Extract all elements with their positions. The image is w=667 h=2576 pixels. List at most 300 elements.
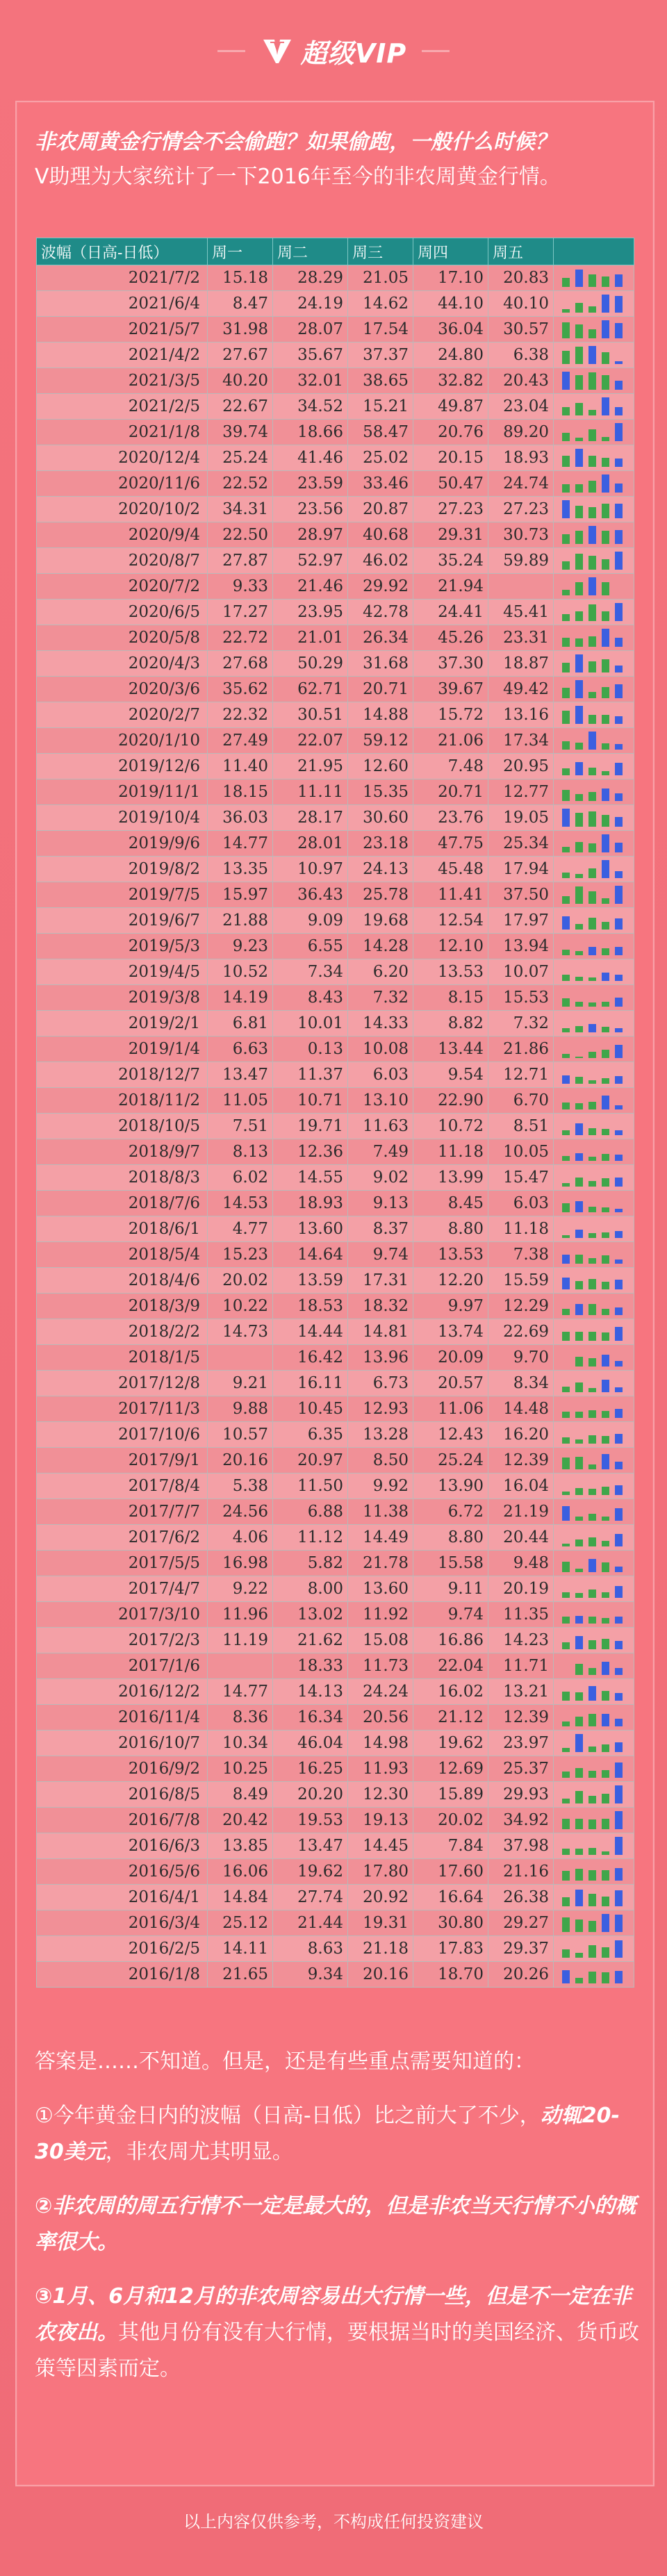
spark-bar xyxy=(602,1562,609,1572)
spark-bar xyxy=(562,561,570,570)
cell-value: 23.18 xyxy=(348,831,413,857)
spark-bar xyxy=(588,1464,596,1469)
spark-bar xyxy=(575,1734,583,1752)
cell-value: 28.29 xyxy=(273,265,348,291)
row-date: 2018/12/7 xyxy=(37,1062,208,1088)
spark-bar xyxy=(615,1785,623,1803)
table-row xyxy=(37,600,634,625)
spark-bar xyxy=(588,1972,596,1983)
spark-bar xyxy=(562,1130,570,1135)
cell-value: 22.52 xyxy=(208,471,273,497)
spark-bar xyxy=(575,1077,583,1084)
spark-bar xyxy=(602,474,609,493)
sparkline-chart xyxy=(557,1193,629,1214)
cell-value: 13.96 xyxy=(348,1345,413,1371)
cell-value: 7.49 xyxy=(348,1139,413,1165)
sparkline-chart xyxy=(557,936,629,957)
cell-value: 20.15 xyxy=(413,445,488,471)
cell-value: 7.38 xyxy=(488,1242,554,1268)
cell-value: 11.05 xyxy=(208,1088,273,1114)
table-row xyxy=(37,1114,634,1139)
cell-value: 6.02 xyxy=(208,1165,273,1191)
row-date: 2017/9/1 xyxy=(37,1448,208,1473)
spark-bar xyxy=(588,1771,596,1778)
table-row xyxy=(37,1139,634,1165)
row-sparkline xyxy=(554,1705,634,1731)
cell-value: 0.13 xyxy=(273,1037,348,1062)
cell-value: 28.07 xyxy=(273,317,348,342)
cell-value: 62.71 xyxy=(273,677,348,702)
table-row xyxy=(37,1525,634,1551)
cell-value: 20.87 xyxy=(348,497,413,522)
cell-value: 23.56 xyxy=(273,497,348,522)
spark-bar xyxy=(602,320,609,338)
spark-bar xyxy=(602,1078,609,1084)
cell-value: 18.53 xyxy=(273,1294,348,1319)
spark-bar xyxy=(588,1819,596,1829)
cell-value: 19.62 xyxy=(273,1859,348,1885)
spark-bar xyxy=(562,1075,570,1084)
spark-bar xyxy=(575,1717,583,1726)
row-date: 2019/10/4 xyxy=(37,805,208,831)
cell-value: 36.04 xyxy=(413,317,488,342)
spark-bar xyxy=(588,1435,596,1444)
cell-value: 13.28 xyxy=(348,1422,413,1448)
cell-value: 8.15 xyxy=(413,985,488,1011)
spark-bar xyxy=(602,1794,609,1803)
spark-bar xyxy=(562,1437,570,1444)
row-sparkline xyxy=(554,445,634,471)
row-sparkline xyxy=(554,1653,634,1679)
cell-value: 15.72 xyxy=(413,702,488,728)
sparkline-chart xyxy=(557,859,629,880)
answer-point-2-emphasis: 非农周的周五行情不一定是最大的，但是非农当天行情不小的概率很大。 xyxy=(35,2194,636,2254)
spark-bar xyxy=(575,1457,583,1469)
spark-bar xyxy=(575,1819,583,1829)
sparkline-chart xyxy=(557,1578,629,1599)
spark-bar xyxy=(562,614,570,621)
sparkline-chart xyxy=(557,730,629,751)
spark-bar xyxy=(602,948,609,955)
row-sparkline xyxy=(554,1268,634,1294)
cell-value: 44.10 xyxy=(413,291,488,317)
cell-value: 18.93 xyxy=(273,1191,348,1216)
cell-value: 11.93 xyxy=(348,1756,413,1782)
spark-bar xyxy=(615,666,623,672)
cell-value: 6.70 xyxy=(488,1088,554,1114)
spark-bar xyxy=(562,1332,570,1341)
cell-value: 6.03 xyxy=(348,1062,413,1088)
cell-value: 8.82 xyxy=(413,1011,488,1037)
cell-value: 23.76 xyxy=(413,805,488,831)
cell-value: 16.64 xyxy=(413,1885,488,1910)
cell-value: 42.78 xyxy=(348,600,413,625)
row-date: 2017/3/10 xyxy=(37,1602,208,1628)
row-date: 2020/9/4 xyxy=(37,522,208,548)
spark-bar xyxy=(562,1772,570,1778)
cell-value: 13.74 xyxy=(413,1319,488,1345)
row-date: 2021/3/5 xyxy=(37,368,208,394)
row-date: 2018/8/3 xyxy=(37,1165,208,1191)
spark-bar xyxy=(615,716,623,724)
table-row xyxy=(37,445,634,471)
spark-bar xyxy=(588,1514,596,1521)
spark-bar xyxy=(588,1332,596,1341)
cell-value: 17.83 xyxy=(413,1936,488,1962)
cell-value: 19.62 xyxy=(413,1731,488,1756)
spark-bar xyxy=(602,1914,609,1932)
header-range-label: 波幅（日高-日低） xyxy=(37,238,208,265)
table-row xyxy=(37,1396,634,1422)
spark-bar xyxy=(588,977,596,981)
row-sparkline xyxy=(554,1371,634,1396)
spark-bar xyxy=(588,1024,596,1032)
spark-bar xyxy=(615,1485,623,1495)
spark-bar xyxy=(615,1617,623,1624)
row-sparkline xyxy=(554,882,634,908)
row-date: 2019/4/5 xyxy=(37,959,208,985)
sparkline-chart xyxy=(557,1630,629,1651)
table-row xyxy=(37,1602,634,1628)
spark-bar xyxy=(588,715,596,724)
cell-value: 8.51 xyxy=(488,1114,554,1139)
row-sparkline xyxy=(554,625,634,651)
table-row xyxy=(37,1885,634,1910)
cell-value: 9.11 xyxy=(413,1576,488,1602)
spark-bar xyxy=(562,741,570,750)
spark-bar xyxy=(562,1722,570,1726)
row-sparkline xyxy=(554,728,634,754)
row-date: 2019/1/4 xyxy=(37,1037,208,1062)
spark-bar xyxy=(575,638,583,647)
cell-value: 6.38 xyxy=(488,342,554,368)
sparkline-chart xyxy=(557,1064,629,1085)
cell-value: 12.39 xyxy=(488,1705,554,1731)
spark-bar xyxy=(588,372,596,390)
spark-bar xyxy=(575,1201,583,1212)
spark-bar xyxy=(602,1541,609,1546)
row-sparkline xyxy=(554,1396,634,1422)
spark-bar xyxy=(588,1747,596,1752)
cell-value: 11.40 xyxy=(208,754,273,779)
cell-value: 21.16 xyxy=(488,1859,554,1885)
spark-bar xyxy=(602,295,609,313)
row-date: 2019/2/1 xyxy=(37,1011,208,1037)
spark-bar xyxy=(588,526,596,544)
cell-value: 12.30 xyxy=(348,1782,413,1808)
spark-bar xyxy=(602,1282,609,1289)
spark-bar xyxy=(588,429,596,441)
answer-point-1-emphasis: 动辄20-30美元 xyxy=(35,2104,620,2164)
cell-value: 13.21 xyxy=(488,1679,554,1705)
cell-value: 9.74 xyxy=(413,1602,488,1628)
cell-value: 14.45 xyxy=(348,1833,413,1859)
spark-bar xyxy=(588,692,596,698)
table-row xyxy=(37,625,634,651)
spark-bar xyxy=(562,950,570,955)
spark-bar xyxy=(615,1327,623,1341)
cell-value: 18.87 xyxy=(488,651,554,677)
spark-bar xyxy=(588,410,596,415)
spark-bar xyxy=(615,763,623,775)
spark-bar xyxy=(602,1255,609,1264)
table-row xyxy=(37,1448,634,1473)
cell-value: 34.31 xyxy=(208,497,273,522)
row-date: 2020/10/2 xyxy=(37,497,208,522)
cell-value: 27.23 xyxy=(413,497,488,522)
cell-value: 30.57 xyxy=(488,317,554,342)
cell-value: 34.92 xyxy=(488,1808,554,1833)
spark-bar xyxy=(588,1233,596,1238)
row-sparkline xyxy=(554,368,634,394)
row-date: 2021/1/8 xyxy=(37,420,208,445)
table-row xyxy=(37,420,634,445)
spark-bar xyxy=(562,1492,570,1495)
spark-bar xyxy=(575,438,583,441)
row-date: 2016/5/6 xyxy=(37,1859,208,1885)
sparkline-chart xyxy=(557,1167,629,1188)
spark-bar xyxy=(575,1026,583,1032)
cell-value: 5.82 xyxy=(273,1551,348,1576)
spark-bar xyxy=(588,1258,596,1264)
cell-value: 10.08 xyxy=(348,1037,413,1062)
spark-bar xyxy=(602,1639,609,1649)
sparkline-chart xyxy=(557,550,629,571)
cell-value: 27.23 xyxy=(488,497,554,522)
spark-bar xyxy=(602,352,609,364)
table-row xyxy=(37,394,634,420)
sparkline-chart xyxy=(557,1450,629,1471)
sparkline-chart xyxy=(557,1681,629,1702)
row-sparkline xyxy=(554,1216,634,1242)
sparkline-chart xyxy=(557,1270,629,1291)
spark-bar xyxy=(575,1953,583,1958)
spark-bar xyxy=(562,1799,570,1803)
cell-value: 25.02 xyxy=(348,445,413,471)
cell-value: 21.44 xyxy=(273,1910,348,1936)
row-sparkline xyxy=(554,959,634,985)
table-row xyxy=(37,1011,634,1037)
spark-bar xyxy=(562,688,570,698)
sparkline-chart xyxy=(557,1938,629,1959)
cell-value: 15.58 xyxy=(413,1551,488,1576)
answer-section xyxy=(35,2044,646,2387)
row-date: 2019/7/5 xyxy=(37,882,208,908)
spark-bar xyxy=(575,531,583,544)
cell-value: 39.67 xyxy=(413,677,488,702)
cell-value: 11.12 xyxy=(273,1525,348,1551)
row-date: 2016/10/7 xyxy=(37,1731,208,1756)
header-weekday: 周五 xyxy=(488,238,554,265)
cell-value: 9.33 xyxy=(208,574,273,600)
cell-value: 25.24 xyxy=(413,1448,488,1473)
answer-point-1-text: ①今年黄金日内的波幅（日高-日低）比之前大了不少， xyxy=(35,2104,541,2128)
cell-value: 27.68 xyxy=(208,651,273,677)
row-date: 2018/1/5 xyxy=(37,1345,208,1371)
table-row xyxy=(37,1679,634,1705)
row-date: 2020/11/6 xyxy=(37,471,208,497)
row-date: 2018/4/6 xyxy=(37,1268,208,1294)
row-sparkline xyxy=(554,1525,634,1551)
sparkline-chart xyxy=(557,1476,629,1496)
nfp-week-table xyxy=(36,238,634,1988)
row-date: 2020/2/7 xyxy=(37,702,208,728)
cell-value: 20.43 xyxy=(488,368,554,394)
cell-value: 36.43 xyxy=(273,882,348,908)
cell-value: 12.71 xyxy=(488,1062,554,1088)
spark-bar xyxy=(562,534,570,544)
sparkline-chart xyxy=(557,1373,629,1394)
sparkline-chart xyxy=(557,1039,629,1059)
cell-value: 34.52 xyxy=(273,394,348,420)
spark-bar xyxy=(562,873,570,878)
cell-value: 29.92 xyxy=(348,574,413,600)
spark-bar xyxy=(602,922,609,930)
sparkline-chart xyxy=(557,987,629,1008)
spark-bar xyxy=(575,1281,583,1289)
cell-value: 20.56 xyxy=(348,1705,413,1731)
cell-value: 9.92 xyxy=(348,1473,413,1499)
spark-bar xyxy=(575,1255,583,1264)
cell-value: 20.71 xyxy=(413,779,488,805)
cell-value: 10.97 xyxy=(273,857,348,882)
cell-value: 8.36 xyxy=(208,1705,273,1731)
cell-value: 18.32 xyxy=(348,1294,413,1319)
sparkline-chart xyxy=(557,1758,629,1779)
spark-bar xyxy=(575,680,583,698)
cell-value: 27.74 xyxy=(273,1885,348,1910)
spark-bar xyxy=(575,1178,583,1187)
spark-bar xyxy=(575,874,583,878)
cell-value xyxy=(208,1653,273,1679)
cell-value: 17.97 xyxy=(488,908,554,934)
spark-bar xyxy=(615,1811,623,1829)
spark-bar xyxy=(588,1157,596,1161)
table-row xyxy=(37,1705,634,1731)
sparkline-chart xyxy=(557,833,629,854)
sparkline-chart xyxy=(557,1913,629,1933)
spark-bar xyxy=(602,458,609,467)
spark-bar xyxy=(562,1544,570,1546)
spark-bar xyxy=(575,1057,583,1058)
cell-value: 35.62 xyxy=(208,677,273,702)
spark-bar xyxy=(562,309,570,313)
cell-value: 15.23 xyxy=(208,1242,273,1268)
spark-bar xyxy=(615,1045,623,1058)
cell-value: 8.37 xyxy=(348,1216,413,1242)
row-sparkline xyxy=(554,1062,634,1088)
cell-value: 18.66 xyxy=(273,420,348,445)
cell-value: 20.44 xyxy=(488,1525,554,1551)
cell-value: 47.75 xyxy=(413,831,488,857)
spark-bar xyxy=(575,794,583,801)
spark-bar xyxy=(588,947,596,955)
sparkline-chart xyxy=(557,293,629,314)
row-sparkline xyxy=(554,1885,634,1910)
row-sparkline xyxy=(554,1731,634,1756)
spark-bar xyxy=(562,1871,570,1881)
spark-bar xyxy=(588,1207,596,1212)
cell-value: 8.45 xyxy=(413,1191,488,1216)
row-sparkline xyxy=(554,574,634,600)
spark-bar xyxy=(562,484,570,493)
cell-value: 17.94 xyxy=(488,857,554,882)
spark-bar xyxy=(588,1102,596,1109)
cell-value: 24.56 xyxy=(208,1499,273,1525)
row-date: 2019/11/1 xyxy=(37,779,208,805)
sparkline-chart xyxy=(557,1707,629,1728)
sparkline-chart xyxy=(557,704,629,725)
row-date: 2019/8/2 xyxy=(37,857,208,882)
spark-bar xyxy=(588,1668,596,1675)
spark-bar xyxy=(588,274,596,287)
sparkline-chart xyxy=(557,910,629,931)
spark-bar xyxy=(588,636,596,647)
spark-bar xyxy=(602,1129,609,1135)
cell-value: 11.19 xyxy=(208,1628,273,1653)
sparkline-chart xyxy=(557,1321,629,1342)
spark-bar xyxy=(602,437,609,441)
spark-bar xyxy=(615,296,623,313)
cell-value: 41.46 xyxy=(273,445,348,471)
spark-bar xyxy=(615,1076,623,1084)
spark-bar xyxy=(602,1207,609,1212)
cell-value: 13.94 xyxy=(488,934,554,959)
answer-point-3-tail: 其他月份有没有大行情，要根据当时的美国经济、货币政策等因素而定。 xyxy=(35,2320,639,2381)
spark-bar xyxy=(602,1592,609,1598)
spark-bar xyxy=(562,372,570,390)
spark-bar xyxy=(602,973,609,981)
cell-value: 21.46 xyxy=(273,574,348,600)
spark-bar xyxy=(562,1203,570,1212)
spark-bar xyxy=(588,1921,596,1932)
spark-bar xyxy=(575,1357,583,1367)
row-sparkline xyxy=(554,600,634,625)
spark-bar xyxy=(575,1768,583,1778)
spark-bar xyxy=(602,771,609,775)
spark-bar xyxy=(562,1309,570,1315)
answer-point-1-tail: ，非农周尤其明显。 xyxy=(105,2140,293,2164)
cell-value: 18.70 xyxy=(413,1962,488,1988)
cell-value: 20.02 xyxy=(208,1268,273,1294)
spark-bar xyxy=(615,1742,623,1752)
spark-bar xyxy=(562,590,570,595)
spark-bar xyxy=(575,484,583,493)
cell-value: 19.31 xyxy=(348,1910,413,1936)
spark-bar xyxy=(615,1409,623,1418)
spark-bar xyxy=(615,1890,623,1906)
cell-value: 13.53 xyxy=(413,959,488,985)
spark-bar xyxy=(588,1410,596,1418)
spark-bar xyxy=(575,1616,583,1624)
sparkline-chart xyxy=(557,267,629,288)
table-row xyxy=(37,342,634,368)
cell-value: 50.29 xyxy=(273,651,348,677)
spark-bar xyxy=(615,459,623,467)
cell-value: 11.41 xyxy=(413,882,488,908)
table-row xyxy=(37,1473,634,1499)
spark-bar xyxy=(562,711,570,724)
cell-value: 24.24 xyxy=(348,1679,413,1705)
cell-value: 19.68 xyxy=(348,908,413,934)
cell-value: 14.81 xyxy=(348,1319,413,1345)
cell-value xyxy=(488,574,554,600)
table-row xyxy=(37,1088,634,1114)
spark-bar xyxy=(615,1209,623,1212)
answer-point-2-number: ② xyxy=(35,2194,53,2218)
row-sparkline xyxy=(554,1756,634,1782)
spark-bar xyxy=(602,1662,609,1675)
